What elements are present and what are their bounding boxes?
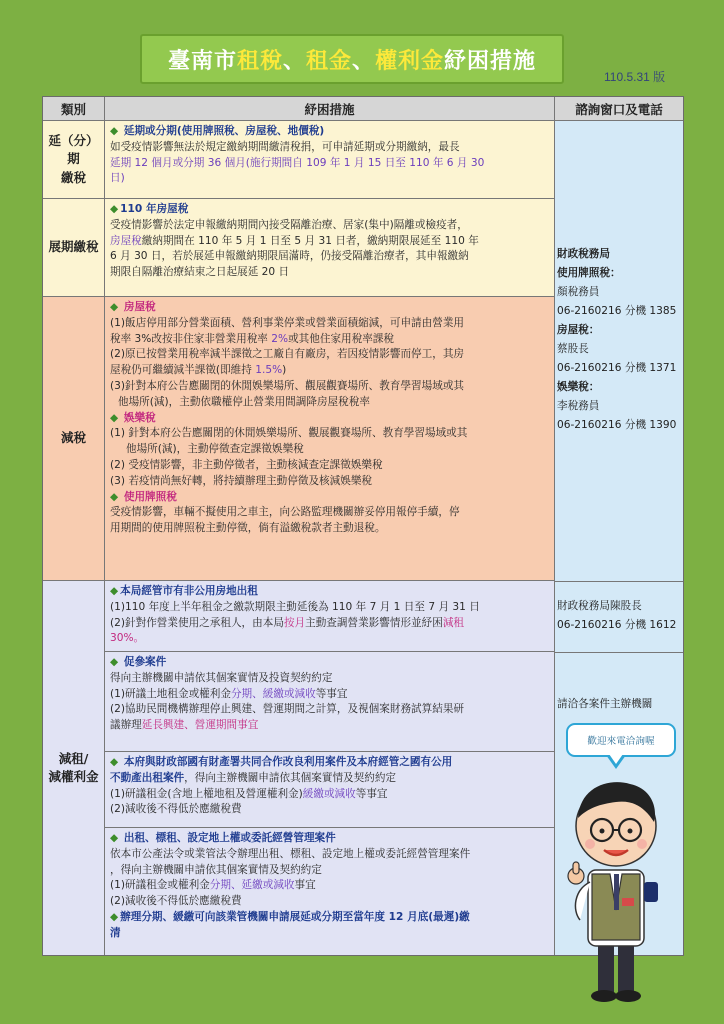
mascot-body [588, 870, 644, 946]
section-heading: ◆ 延期或分期(使用牌照稅、房屋稅、地價稅) [110, 125, 325, 137]
diamond-icon: ◆ [110, 656, 119, 668]
page-title: 臺南市 租稅 、 租金 、 權利金 紓困措施 [140, 34, 564, 84]
category-rent-reduction: 減租/ 減權利金 [43, 581, 105, 955]
diamond-icon: ◆ [110, 756, 119, 768]
section-rent-c: ◆ 本府與財政部國有財產署共同合作改良利用案件及本府經管之國有公用 不動產出租案件，得向主辦機關申請依其個案實情及契約約定 (1)研議租金(含地上權地租及營運權利金)緩繳或減收等事宜 (2)減收後不得低於應繳稅費 [105, 752, 555, 828]
mascot-head [576, 782, 656, 866]
section-rent-d: ◆ 出租、標租、設定地上權或委託經營管理案件 依本市公產法令或業管法令辦理出租、標租、設定地上權或委託經營管理案件 ，得向主辦機關申請依其個案實情及契約約定 (1)研議租金或權利金分期、延繳或減收事宜 (2)減收後不得低於應繳稅費 ◆ 辦理分期、緩繳可向該業管機關申請展延或分期至當年度 12 月底(最遲)繳 清 [105, 828, 555, 955]
speech-bubble-tail-inner [609, 754, 623, 764]
section-heading: ◆ 110 年房屋稅 [110, 203, 189, 215]
contact-rent: 財政稅務局陳股長 06-2160216 分機 1612 [557, 600, 677, 631]
section-heading: ◆ 出租、標租、設定地上權或委託經營管理案件 [110, 832, 336, 844]
section-heading: ◆ 房屋稅 [110, 301, 156, 313]
contact-divider [555, 581, 683, 582]
section-tax-reduction: ◆ 房屋稅 (1)飯店停用部分營業面積、營利事業停業或營業面積縮減，可申請由營業用 稅率 3%改按非住家非營業用稅率 2%或其他住家用稅率課稅 (2)原已按營業用稅率減半課徵之工廠自有廠房，若因疫情影響而停工，其房 屋稅仍可繼續減半課徵(即維持 1.5%) (3)針對本府公告應關閉的休閒娛樂場所、觀展觀賽場所、教育學習場域或其 他場所(減)，主動依職權停止營業用間調降房屋稅稅率 ◆ 娛樂稅 (1) 針對本府公告應關閉的休閒娛樂場所、觀展觀賽場所、教育學習場域或其 他場所(減)，主動停徵查定課徵娛樂稅 (2) 受疫情影響，非主動停徵者，主動核減查定課徵娛樂稅 (3) 若疫情尚無好轉，將持續辦理主動停徵及核減娛樂稅 ◆ 使用牌照稅 受疫情影響，車輛不擬使用之車主，向公路監理機關辦妥停用報停手續，停 用期間的使用牌照稅主動停徵，倘有溢繳稅款者主動退稅。 [105, 297, 555, 581]
diamond-icon: ◆ [110, 910, 119, 923]
section-rent-a: ◆ 本局經管市有非公用房地出租 (1)110 年度上半年租金之繳款期限主動延後為 110 年 7 月 1 日至 7 月 31 日 (2)針對作營業使用之承租人，由本局按月主動查調營業影響情形並紓困減租 30%。 [105, 581, 555, 652]
section-heading: ◆ 使用牌照稅 [110, 490, 177, 503]
section-heading: ◆ 本府與財政部國有財產署共同合作改良利用案件及本府經管之國有公用 [110, 756, 453, 768]
section-heading: ◆ 娛樂稅 [110, 411, 156, 424]
speech-bubble: 歡迎來電洽詢喔 [566, 723, 676, 757]
diamond-icon: ◆ [110, 585, 119, 597]
section-deferred-tax: ◆ 延期或分期(使用牌照稅、房屋稅、地價稅) 如受疫情影響無法於規定繳納期間繳清稅捐，可申請延期或分期繳納，最長 延期 12 個月或分期 36 個月(施行期間自 109 年 1 月 15 日至 110 年 6 月 30 日) [105, 121, 555, 199]
contact-other: 請洽各案件主辦機關 [557, 698, 653, 710]
section-extended-payment: ◆ 110 年房屋稅 受疫情影響於法定申報繳納期間內接受隔離治療、居家(集中)隔離或檢疫者， 房屋稅繳納期間在 110 年 5 月 1 日至 5 月 31 日者，繳納期限展延至 110 年 6 月 30 日，若於展延申報繳納期限屆滿時，仍接受隔離治療者，其申報繳納 期限自隔離治療結束之日起展延 20 日 [105, 199, 555, 297]
category-extended-payment: 展期繳稅 [43, 199, 105, 297]
diamond-icon: ◆ [110, 125, 119, 137]
diamond-icon: ◆ [110, 301, 119, 313]
diamond-icon: ◆ [110, 203, 119, 215]
diamond-icon: ◆ [110, 490, 119, 503]
header-contact: 諮詢窗口及電話 [555, 97, 683, 121]
contact-divider [555, 652, 683, 653]
header-category: 類別 [43, 97, 105, 121]
category-deferred-tax: 延（分）期 繳稅 [43, 121, 105, 199]
contact-tax-bureau: 財政稅務局 使用牌照稅： 顏稅務員 06-2160216 分機 1385 房屋稅： 蔡股長 06-2160216 分機 1371 娛樂稅： 李稅務員 06-2160216 分機 1390 [557, 248, 677, 431]
header-measures: 紓困措施 [105, 97, 555, 121]
diamond-icon: ◆ [110, 832, 119, 844]
diamond-icon: ◆ [110, 411, 119, 424]
section-rent-b: ◆ 促參案件 得向主辦機關申請依其個案實情及投資契約約定 (1)研議土地租金或權利金分期、緩繳或減收等事宜 (2)協助民間機構辦理停止興建、營運期間之計算，及視個案財務試算結果研 議辦理延長興建、營運期間事宜 [105, 652, 555, 752]
version-label: 110.5.31 版 [604, 70, 666, 84]
section-heading: ◆ 促參案件 [110, 656, 167, 668]
mascot-legs [591, 940, 641, 1002]
mascot-illustration [560, 770, 670, 1020]
category-tax-reduction: 減稅 [43, 297, 105, 581]
section-heading: ◆ 本局經管市有非公用房地出租 [110, 585, 258, 597]
